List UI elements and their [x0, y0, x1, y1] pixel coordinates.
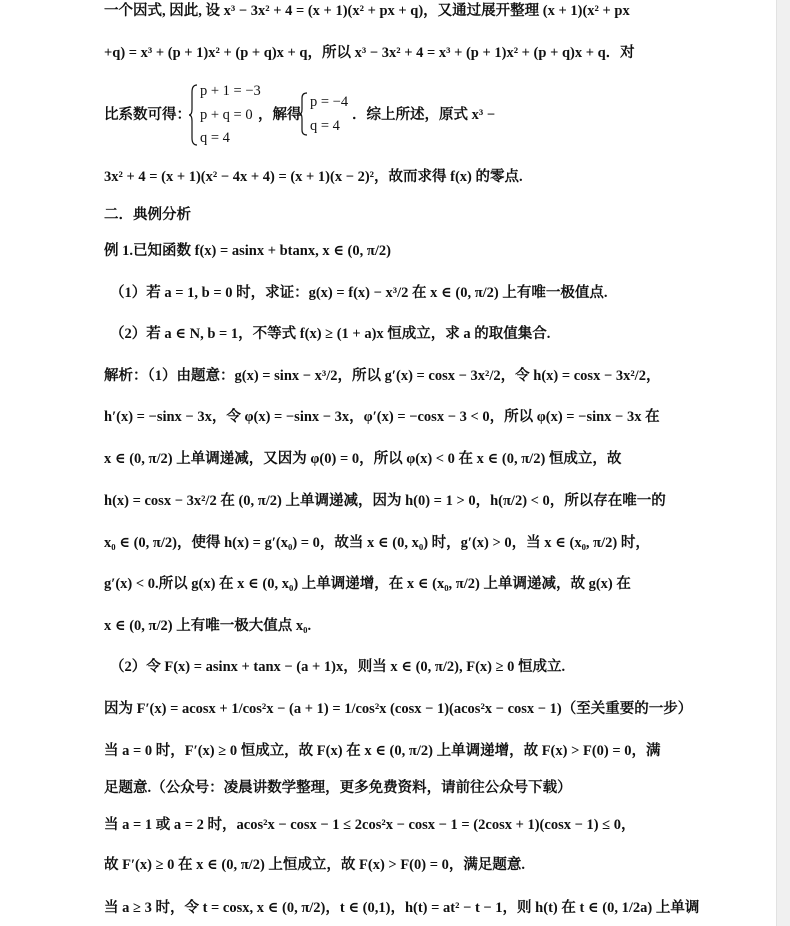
left-brace-icon: [299, 92, 308, 136]
part-2-line-3: 当 a = 0 时，F′(x) ≥ 0 恒成立，故 F(x) 在 x ∈ (0, π/2) 上单调递增，故 F(x) > F(0) = 0，满: [104, 743, 661, 759]
text-line-4: 3x² + 4 = (x + 1)(x² − 4x + 4) = (x + 1)(x − 2)²，故而求得 f(x) 的零点.: [104, 169, 523, 185]
equation-1: p + 1 = −3: [200, 83, 261, 99]
solution-line-3: x ∈ (0, π/2) 上单调递减，又因为 φ(0) = 0，所以 φ(x) < 0 在 x ∈ (0, π/2) 恒成立，故: [104, 451, 622, 467]
solution-line-1: 解析：（1）由题意：g(x) = sinx − x³/2，所以 g′(x) = cosx − 3x²/2，令 h(x) = cosx − 3x²/2，: [104, 368, 661, 384]
section-heading: 二．典例分析: [104, 207, 191, 223]
example-title: 例 1.已知函数 f(x) = asinx + btanx, x ∈ (0, π/2): [104, 243, 391, 259]
solution-line-5: x₀ ∈ (0, π/2)，使得 h(x) = g′(x₀) = 0，故当 x ∈ (0, x₀) 时，g′(x) > 0，当 x ∈ (x₀, π/2) 时，: [104, 535, 650, 551]
part-2-line-1: （2）令 F(x) = asinx + tanx − (a + 1)x，则当 x ∈ (0, π/2), F(x) ≥ 0 恒成立.: [110, 659, 566, 675]
part-2-line-4: 足题意.（公众号：凌晨讲数学整理，更多免费资料，请前往公众号下载）: [104, 780, 572, 796]
part-2-line-6: 故 F′(x) ≥ 0 在 x ∈ (0, π/2) 上恒成立，故 F(x) > F(0) = 0，满足题意.: [104, 857, 525, 873]
solution-line-6: g′(x) < 0.所以 g(x) 在 x ∈ (0, x₀) 上单调递增，在 x ∈ (x₀, π/2) 上单调递减，故 g(x) 在: [104, 576, 631, 592]
solution-line-2: h′(x) = −sinx − 3x，令 φ(x) = −sinx − 3x，φ′(x) = −cosx − 3 < 0，所以 φ(x) = −sinx − 3x 在: [104, 409, 660, 425]
solution-2: q = 4: [310, 118, 340, 134]
text-solve: ，解得: [258, 107, 302, 123]
part-2-line-7: 当 a ≥ 3 时，令 t = cosx, x ∈ (0, π/2)，t ∈ (0,1)，h(t) = at² − t − 1，则 h(t) 在 t ∈ (0, 1/2a) 上单调: [104, 900, 700, 916]
equation-3: q = 4: [200, 130, 230, 146]
question-2: （2）若 a ∈ N, b = 1，不等式 f(x) ≥ (1 + a)x 恒成立，求 a 的取值集合.: [110, 326, 551, 342]
solution-line-4: h(x) = cosx − 3x²/2 在 (0, π/2) 上单调递减，因为 h(0) = 1 > 0，h(π/2) < 0，所以存在唯一的: [104, 493, 666, 509]
solution-1: p = −4: [310, 94, 349, 110]
text-conclusion: ．综上所述，原式 x³ −: [352, 107, 496, 123]
equation-2: p + q = 0: [200, 107, 253, 123]
text-line-3: 比系数可得：: [104, 107, 191, 123]
part-2-line-2: 因为 F′(x) = acosx + 1/cos²x − (a + 1) = 1/cos²x (cosx − 1)(acos²x − cosx − 1)（至关重要的一步）: [104, 701, 693, 717]
text-line-2: +q) = x³ + (p + 1)x² + (p + q)x + q，所以 x³ − 3x² + 4 = x³ + (p + 1)x² + (p + q)x + q．对: [104, 45, 635, 61]
question-1: （1）若 a = 1, b = 0 时，求证：g(x) = f(x) − x³/2 在 x ∈ (0, π/2) 上有唯一极值点.: [110, 285, 608, 301]
vertical-scrollbar[interactable]: [776, 0, 790, 926]
solution-line-7: x ∈ (0, π/2) 上有唯一极大值点 x₀.: [104, 618, 312, 634]
part-2-line-5: 当 a = 1 或 a = 2 时，acos²x − cosx − 1 ≤ 2cos²x − cosx − 1 = (2cosx + 1)(cosx − 1) ≤ 0，: [104, 817, 636, 833]
left-brace-icon: [188, 84, 198, 146]
text-line-1: 一个因式, 因此, 设 x³ − 3x² + 4 = (x + 1)(x² + px + q)，又通过展开整理 (x + 1)(x² + px: [104, 3, 630, 19]
